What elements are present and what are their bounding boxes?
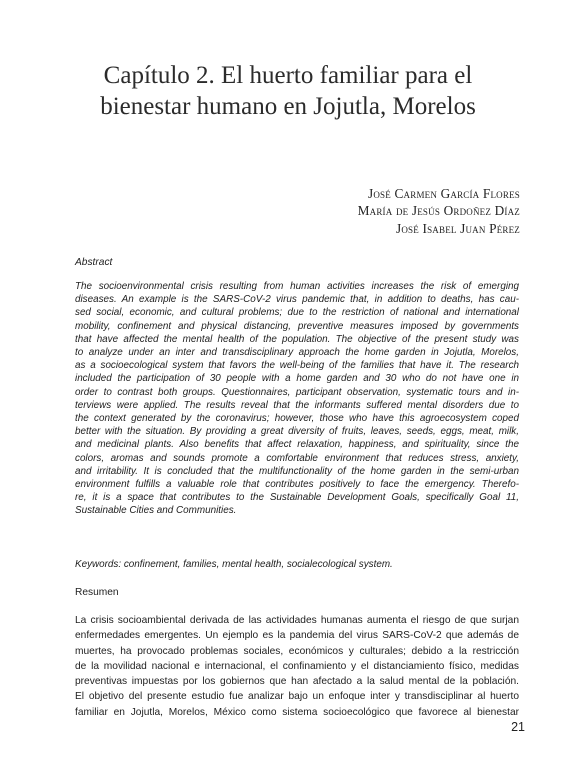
abstract-line: re, it is a space that contributes to the Sustainable Development Goals, specifically Goal 11, <box>75 492 519 504</box>
resumen-line: El objetivo del presente estudio fue analizar bajo un enfoque inter y transdisciplinar al huerto <box>75 691 519 703</box>
abstract-line: terviews were applied. The results reveal that the informants suffered mental disorders due to <box>75 399 519 411</box>
resumen-line: enfermedades emergentes. Un ejemplo es la pandemia del virus SARS-CoV-2 que además de <box>75 630 519 642</box>
abstract-line: the context generated by the coronavirus; however, those who have this agroecosystem coped <box>75 413 519 425</box>
abstract-line: better with the situation. By providing a great diversity of fruits, leaves, seeds, eggs, meat, milk, <box>75 426 519 438</box>
author-name: José Carmen García Flores <box>367 186 520 201</box>
abstract-line: mobility, confinement and physical distancing, preventive measures imposed by governments <box>75 320 519 332</box>
abstract-line: included the participation of 30 people with a home garden and 30 who do not have one in <box>75 373 519 385</box>
chapter-title-line: Capítulo 2. El huerto familiar para el <box>103 62 473 89</box>
resumen-heading: Resumen <box>75 587 119 598</box>
abstract-line: sed social, economic, and cultural problems; due to the restriction of national and international <box>75 307 519 319</box>
resumen-line: familiar en Jojutla, Morelos, México como sistema socioecológico que favorece al bienestar <box>75 706 519 718</box>
page-number: 21 <box>511 720 525 734</box>
author-list <box>358 185 520 237</box>
abstract-line: environment fulfills a valuable role that contributes positively to face the emergency. Therefo- <box>75 479 519 491</box>
abstract-line: colors, aromas and sounds promote a comfortable environment that reduces stress, anxiety, <box>75 452 519 464</box>
abstract-keywords: Keywords: confinement, families, mental health, socialecological system. <box>75 559 393 570</box>
resumen-line: preventivas impuestas por los gobiernos que han afectado a la salud mental de la población. <box>75 676 519 688</box>
abstract-line: order to contrast both groups. Questionnaires, participant observation, systematic tours and in- <box>75 386 519 398</box>
abstract-line: and medicinal plants. Also benefits that affect relaxation, happiness, and spirituality, since the <box>75 439 519 451</box>
abstract-line: The socioenvironmental crisis resulting from human activities increases the risk of emerging <box>75 281 519 292</box>
chapter-title-line: bienestar humano en Jojutla, Morelos <box>100 93 476 120</box>
resumen-line: La crisis socioambiental derivada de las actividades humanas aumenta el riesgo de que surjan <box>75 615 519 626</box>
abstract-line: to analyze under an inter and transdisciplinary approach the home garden in Jojutla, Morelos, <box>75 347 519 359</box>
resumen-line: de la movilidad nacional e internacional, el confinamiento y el distanciamiento físico, medidas <box>75 660 519 672</box>
abstract-line: diseases. An example is the SARS-CoV-2 virus pandemic that, in addition to deaths, has cau- <box>75 294 519 306</box>
resumen-line: muertes, ha provocado problemas sociales, económicos y culturales; debido a la restricción <box>75 645 519 657</box>
abstract-heading: Abstract <box>75 257 113 268</box>
abstract-line: and irritability. It is concluded that the multifunctionality of the home garden in the semi-urban <box>75 465 519 477</box>
abstract-line: that have affected the mental health of the population. The objective of the present study was <box>75 333 519 345</box>
resumen-body <box>75 613 519 720</box>
chapter-title <box>60 60 516 122</box>
abstract-line: Sustainable Cities and Communities. <box>75 505 237 517</box>
author-name: María de Jesús Ordoñez Díaz <box>357 203 520 219</box>
author-name: José Isabel Juan Pérez <box>395 220 520 236</box>
abstract-line: as a socioecological system that favors the well-being of the families that have it. The research <box>75 360 519 372</box>
abstract-body <box>75 280 519 518</box>
